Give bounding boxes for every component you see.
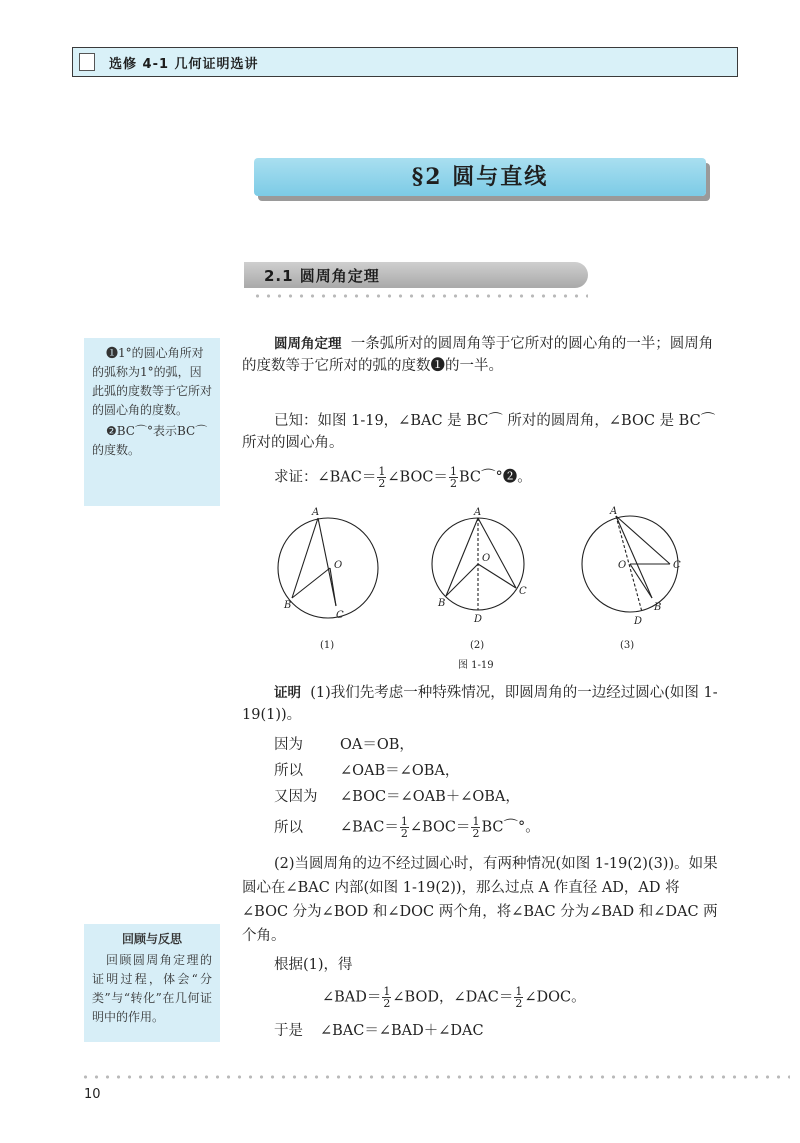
- subsection-dotted-rule: [252, 294, 588, 298]
- fraction-denominator: 2: [383, 997, 391, 1010]
- page-number: 10: [84, 1087, 101, 1102]
- subfigure-label: (2): [470, 640, 485, 651]
- step-word: 所以: [274, 819, 303, 836]
- fraction-numerator: 1: [472, 815, 480, 828]
- fraction-half: [471, 816, 480, 839]
- footnote-2: ❷BC⌒°表示BC⌒的度数。: [92, 424, 208, 457]
- proof-step: [274, 786, 520, 808]
- segment-AC: [616, 516, 670, 564]
- segment-OC: [478, 564, 516, 588]
- conclusion-word: 于是: [274, 1023, 303, 1039]
- fraction-numerator: 1: [383, 985, 391, 998]
- figure-caption: 图 1-19: [458, 660, 494, 671]
- point-label: B: [438, 598, 446, 609]
- prove-statement: [274, 466, 714, 489]
- fraction-denominator: 2: [472, 827, 480, 840]
- step-word: 所以: [274, 763, 303, 779]
- step-expr: ∠OAB＝∠OBA，: [340, 763, 460, 779]
- segment-AB: [446, 518, 478, 596]
- header-title: 选修 4-1 几何证明选讲: [109, 57, 259, 72]
- subsection-tab: [244, 262, 588, 288]
- theorem-paragraph: [242, 333, 722, 377]
- section-title: §2 圆与直线: [411, 164, 549, 190]
- proof-step: [274, 734, 414, 756]
- point-label: B: [284, 600, 292, 611]
- basis-line: 根据(1)，得: [274, 957, 353, 973]
- fraction-half: [400, 816, 409, 839]
- point-label: B: [654, 602, 662, 613]
- figure-1-19: [276, 506, 716, 672]
- step-expr: ∠BOC＝∠OAB＋∠OBA，: [340, 789, 520, 805]
- step-expr: BC⌒°。: [481, 819, 540, 836]
- fraction-numerator: 1: [515, 985, 523, 998]
- point-label: O: [482, 553, 491, 564]
- proof-label: 证明: [274, 685, 301, 701]
- review-title: 回顾与反思: [121, 932, 182, 946]
- fraction-denominator: 2: [449, 477, 457, 490]
- review-body: 回顾圆周角定理的证明过程，体会“分类”与“转化”在几何证明中的作用。: [92, 953, 212, 1024]
- subsection-title: 2.1 圆周角定理: [264, 267, 380, 285]
- point-label: A: [312, 507, 320, 518]
- step-word: 又因为: [274, 789, 318, 805]
- point-label: O: [618, 560, 627, 571]
- segment-OC: [330, 568, 336, 606]
- point-label: D: [474, 614, 483, 625]
- subfigure-1-labels: [283, 507, 344, 621]
- eq-part: ∠DOC。: [524, 989, 586, 1006]
- segment-AB: [616, 516, 652, 598]
- fraction-numerator: 1: [378, 465, 386, 478]
- theorem-text: 一条弧所对的圆周角等于它所对的圆心角的一半；圆周角的度数等于它所对的弧的度数❶的一半。: [242, 336, 714, 374]
- point-label: A: [474, 507, 482, 518]
- step-expr: ∠BOC＝: [409, 819, 471, 836]
- equation-line: [322, 986, 586, 1009]
- point-label: C: [673, 560, 681, 571]
- subfigure-1: [278, 518, 378, 618]
- proof-intro-text: (1)我们先考虑一种特殊情况，即圆周角的一边经过圆心(如图 1-19(1))。: [242, 685, 718, 723]
- theorem-label: 圆周角定理: [274, 336, 342, 352]
- fraction-half: [377, 466, 386, 489]
- fraction-numerator: 1: [400, 815, 408, 828]
- proof-intro: [242, 682, 722, 726]
- given-paragraph: 已知：如图 1-19，∠BAC 是 BC⌒ 所对的圆周角，∠BOC 是 BC⌒ 所对的圆心角。: [242, 413, 716, 451]
- eq-part: ∠BOD，∠DAC＝: [392, 989, 514, 1006]
- fraction-denominator: 2: [400, 827, 408, 840]
- step-word: 因为: [274, 737, 303, 753]
- point-label: A: [610, 506, 618, 517]
- prove-mid: ∠BOC＝: [387, 469, 448, 486]
- subfigure-label: (1): [320, 640, 335, 651]
- fraction-denominator: 2: [378, 477, 386, 490]
- fraction-denominator: 2: [515, 997, 523, 1010]
- subfigure-3: [582, 516, 678, 612]
- prove-prefix: 求证：∠BAC＝: [274, 469, 377, 486]
- eq-part: ∠BAD＝: [322, 989, 382, 1006]
- point-label: O: [334, 560, 343, 571]
- subfigure-2: [432, 518, 524, 610]
- fraction-half: [514, 986, 523, 1009]
- fraction-half: [382, 986, 391, 1009]
- point-label: C: [519, 586, 527, 597]
- section-banner: [254, 158, 706, 196]
- conclusion-line: [274, 1020, 484, 1042]
- segment-BO: [292, 568, 330, 598]
- footer-dotted-rule: [80, 1075, 790, 1079]
- fraction-numerator: 1: [449, 465, 457, 478]
- proof-case-2: (2)当圆周角的边不经过圆心时，有两种情况(如图 1-19(2)(3))。如果圆心在∠BAC 内部(如图 1-19(2))，那么过点 A 作直径 AD，AD 将∠BOC 分为∠BOD 和∠DOC 两个角，将∠BAC 分为∠BAD 和∠DAC 两个角。: [242, 856, 718, 944]
- header-square-icon: [79, 53, 95, 71]
- point-label: C: [336, 610, 344, 621]
- margin-note-review: [84, 924, 220, 1042]
- subfigure-label: (3): [620, 640, 635, 651]
- fraction-half: [449, 466, 458, 489]
- running-header: [72, 47, 738, 77]
- conclusion-expr: ∠BAC＝∠BAD＋∠DAC: [320, 1023, 484, 1039]
- segment-BO: [446, 564, 478, 596]
- margin-note-footnotes: [84, 338, 220, 506]
- proof-step: [274, 816, 540, 839]
- proof-step: [274, 760, 459, 782]
- footnote-1: ❶1°的圆心角所对的弧称为1°的弧，因此弧的度数等于它所对的圆心角的度数。: [92, 346, 213, 417]
- prove-suffix: BC⌒°❷。: [458, 469, 532, 486]
- step-expr: OA＝OB，: [340, 737, 414, 753]
- point-label: D: [634, 616, 643, 627]
- step-expr: ∠BAC＝: [340, 819, 399, 836]
